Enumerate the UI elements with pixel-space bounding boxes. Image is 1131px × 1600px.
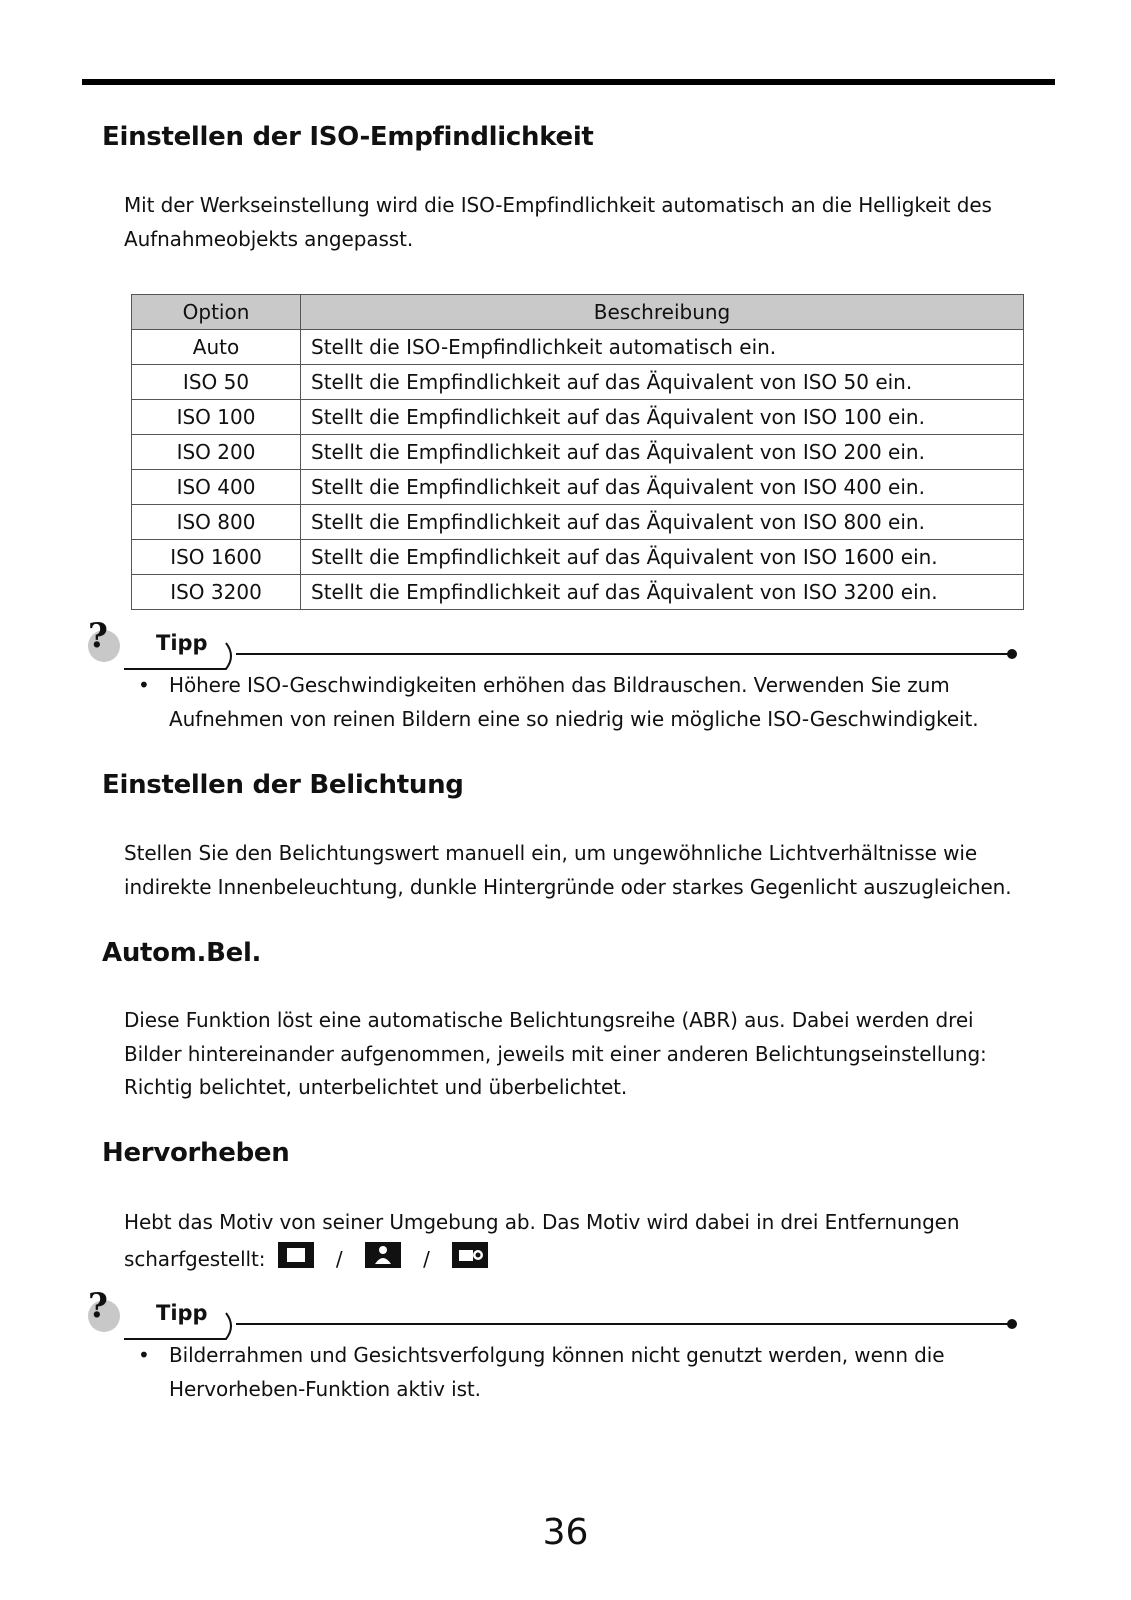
table-row	[132, 575, 1024, 610]
page-number: 36	[542, 1512, 589, 1553]
camera-icon	[452, 1242, 488, 1280]
table-row	[132, 505, 1024, 540]
tip2-line1: Bilderrahmen und Gesichtsverfolgung können nicht genutzt werden, wenn die	[169, 1343, 945, 1367]
description-cell: Stellt die Empfindlichkeit auf das Äquivalent von ISO 3200 ein.	[301, 575, 1024, 610]
question-mark-glyph: ?	[88, 616, 108, 656]
abr-line2: Bilder hintereinander aufgenommen, jeweils mit einer anderen Belichtungseinstellung:	[124, 1042, 987, 1066]
tip-label: Tipp	[156, 631, 208, 655]
iso-table	[131, 294, 1024, 610]
tip1-line1: Höhere ISO-Geschwindigkeiten erhöhen das Bildrauschen. Verwenden Sie zum	[169, 673, 950, 697]
tip2-line2: Hervorheben-Funktion aktiv ist.	[169, 1377, 481, 1401]
table-row	[132, 470, 1024, 505]
table-row	[132, 540, 1024, 575]
iso-intro-line1: Mit der Werkseinstellung wird die ISO-Empfindlichkeit automatisch an die Helligkeit des	[124, 193, 992, 217]
bullet: •	[138, 1343, 150, 1367]
heading-iso: Einstellen der ISO-Empfindlichkeit	[102, 122, 594, 152]
table-row	[132, 435, 1024, 470]
description-cell: Stellt die ISO-Empfindlichkeit automatisch ein.	[301, 330, 1024, 365]
option-cell: ISO 50	[132, 365, 301, 400]
tip-divider	[86, 1296, 1026, 1340]
header-option: Option	[132, 295, 301, 330]
option-cell: Auto	[132, 330, 301, 365]
description-cell: Stellt die Empfindlichkeit auf das Äquivalent von ISO 200 ein.	[301, 435, 1024, 470]
abr-line1: Diese Funktion löst eine automatische Belichtungsreihe (ABR) aus. Dabei werden drei	[124, 1008, 974, 1032]
portrait-icon	[365, 1242, 401, 1280]
abr-line3: Richtig belichtet, unterbelichtet und überbelichtet.	[124, 1075, 628, 1099]
heading-autom-bel: Autom.Bel.	[102, 938, 262, 968]
exposure-line2: indirekte Innenbeleuchtung, dunkle Hintergründe oder starkes Gegenlicht auszugleichen.	[124, 875, 1012, 899]
bullet: •	[138, 673, 150, 697]
tip-label: Tipp	[156, 1301, 208, 1325]
description-cell: Stellt die Empfindlichkeit auf das Äquivalent von ISO 100 ein.	[301, 400, 1024, 435]
tip-box-1	[86, 616, 1026, 670]
description-cell: Stellt die Empfindlichkeit auf das Äquivalent von ISO 50 ein.	[301, 365, 1024, 400]
header-description: Beschreibung	[301, 295, 1024, 330]
table-row	[132, 330, 1024, 365]
tip1-line2: Aufnehmen von reinen Bildern eine so niedrig wie mögliche ISO-Geschwindigkeit.	[169, 707, 979, 731]
option-cell: ISO 400	[132, 470, 301, 505]
hervorheben-line1: Hebt das Motiv von seiner Umgebung ab. Das Motiv wird dabei in drei Entfernungen	[124, 1210, 960, 1234]
heading-exposure: Einstellen der Belichtung	[102, 770, 464, 800]
option-cell: ISO 800	[132, 505, 301, 540]
option-cell: ISO 200	[132, 435, 301, 470]
iso-intro-line2: Aufnahmeobjekts angepasst.	[124, 227, 414, 251]
description-cell: Stellt die Empfindlichkeit auf das Äquivalent von ISO 1600 ein.	[301, 540, 1024, 575]
table-row	[132, 365, 1024, 400]
hervorheben-line2	[124, 1240, 1024, 1280]
exposure-line1: Stellen Sie den Belichtungswert manuell ein, um ungewöhnliche Lichtverhältnisse wie	[124, 841, 978, 865]
frame-icon	[278, 1242, 314, 1280]
icon-separator: /	[423, 1247, 430, 1271]
heading-hervorheben: Hervorheben	[102, 1138, 290, 1168]
question-mark-glyph: ?	[88, 1286, 108, 1326]
option-cell: ISO 100	[132, 400, 301, 435]
scharfgestellt-label: scharfgestellt:	[124, 1247, 266, 1271]
option-cell: ISO 3200	[132, 575, 301, 610]
top-rule	[82, 79, 1055, 85]
tip-box-2	[86, 1286, 1026, 1340]
description-cell: Stellt die Empfindlichkeit auf das Äquivalent von ISO 800 ein.	[301, 505, 1024, 540]
description-cell: Stellt die Empfindlichkeit auf das Äquivalent von ISO 400 ein.	[301, 470, 1024, 505]
icon-separator: /	[335, 1247, 343, 1271]
table-header-row	[132, 295, 1024, 330]
option-cell: ISO 1600	[132, 540, 301, 575]
table-row	[132, 400, 1024, 435]
tip-divider	[86, 626, 1026, 670]
